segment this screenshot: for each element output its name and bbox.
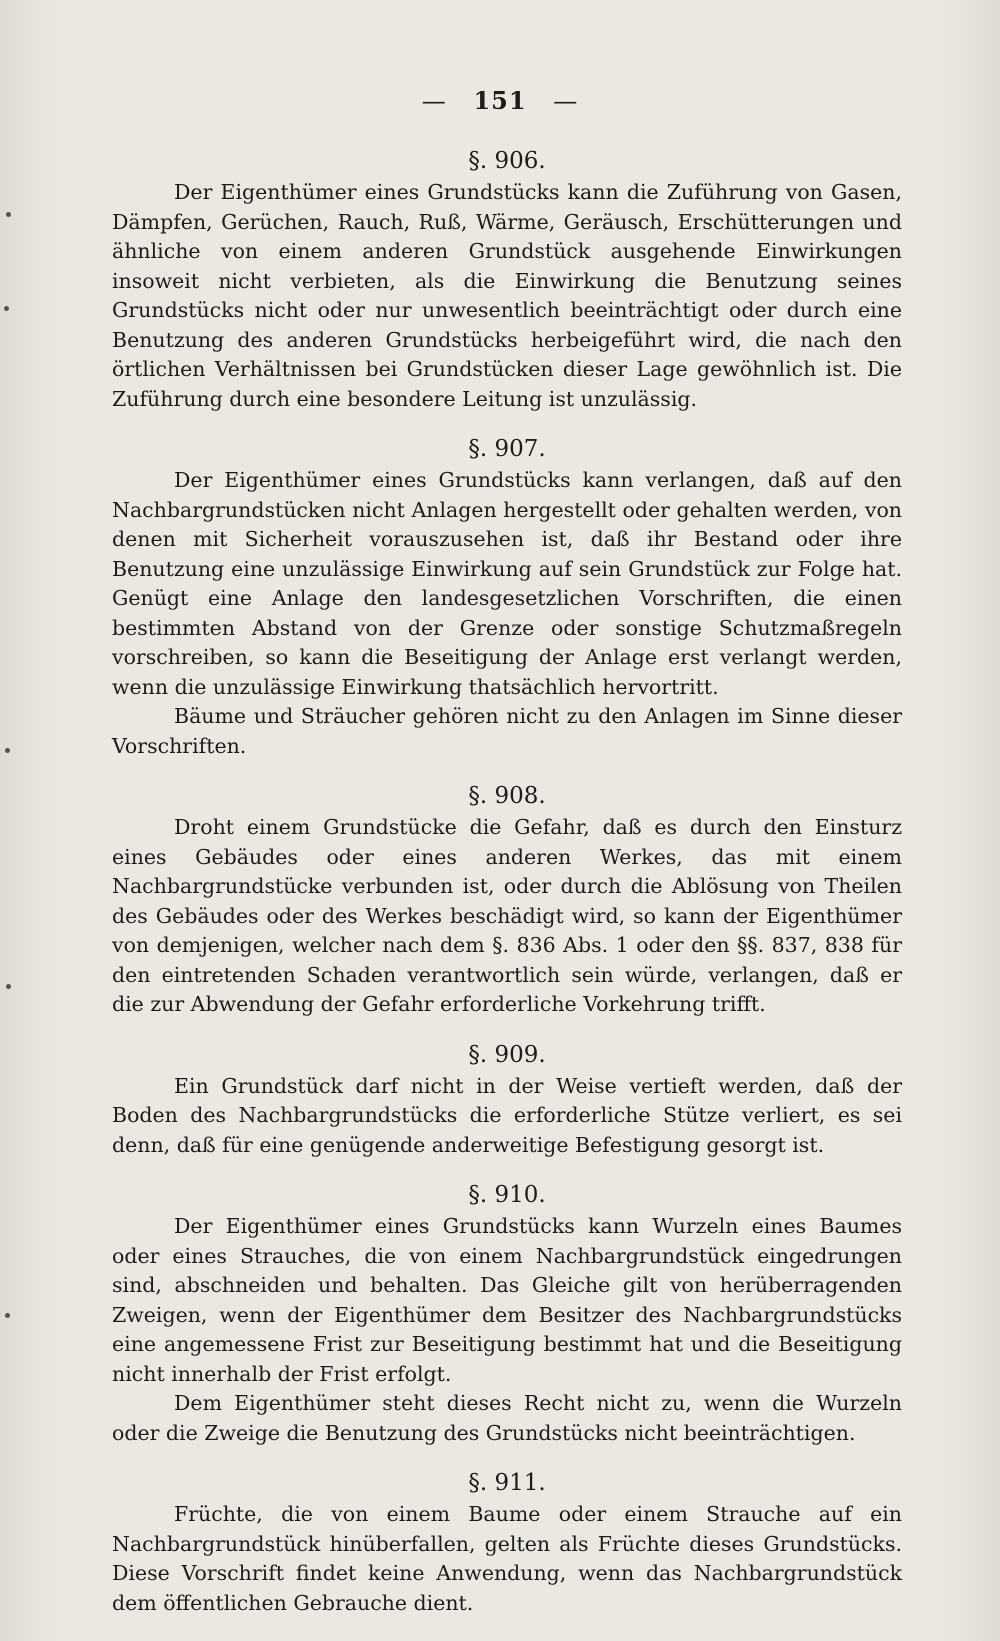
header-dash-right: — [553, 87, 579, 115]
section-paragraph: Droht einem Grundstücke die Gefahr, daß es durch den Einsturz eines Gebäudes oder eines anderen Werkes, das mit einem Nachbargrundstücke verbunden ist, oder durch die Ablösung von Theilen des Gebäudes oder des Werkes beschädigt wird, so kann der Eigenthümer von demjenigen, welcher nach dem §. 836 Abs. 1 oder den §§. 837, 838 für den eintretenden Schaden verantwortlich sein würde, verlangen, daß er die zur Abwendung der Gefahr erforderliche Vorkehrung trifft. [112, 815, 902, 1016]
section-908 [112, 781, 902, 1020]
section-paragraph: Ein Grundstück darf nicht in der Weise vertieft werden, daß der Boden des Nachbargrundstücks die erforderliche Stütze verliert, es sei denn, daß für eine genügende anderweitige Befestigung gesorgt ist. [112, 1073, 902, 1157]
paper-speck [6, 984, 11, 989]
section-paragraph: Der Eigenthümer eines Grundstücks kann verlangen, daß auf den Nachbargrundstücken nicht Anlagen hergestellt oder gehalten werden, von denen mit Sicherheit vorauszusehen ist, daß ihr Bestand oder ihre Benutzung eine unzulässige Einwirkung auf sein Grundstück zur Folge hat. Genügt eine Anlage den landesgesetzlichen Vorschriften, die einen bestimmten Abstand von der Grenze oder sonstige Schutzmaßregeln vorschreiben, so kann die Beseitigung der Anlage erst verlangt werden, wenn die unzulässige Einwirkung thatsächlich hervortritt. [112, 468, 902, 699]
section-paragraph: Bäume und Sträucher gehören nicht zu den Anlagen im Sinne dieser Vorschriften. [112, 704, 902, 758]
section-909 [112, 1040, 902, 1161]
header-dash-left: — [421, 87, 447, 115]
section-907 [112, 434, 902, 761]
section-910 [112, 1180, 902, 1448]
section-title: §. 909. [468, 1041, 546, 1068]
section-911 [112, 1468, 902, 1618]
section-paragraph: Der Eigenthümer eines Grundstücks kann Wurzeln eines Baumes oder eines Strauches, die von einem Nachbargrundstück eingedrungen sind, abschneiden und behalten. Das Gleiche gilt von herüberragenden Zweigen, wenn der Eigenthümer dem Besitzer des Nachbargrundstücks eine angemessene Frist zur Beseitigung bestimmt hat und die Beseitigung nicht innerhalb der Frist erfolgt. [112, 1214, 902, 1386]
section-paragraph: Früchte, die von einem Baume oder einem Strauche auf ein Nachbargrundstück hinüberfallen, gelten als Früchte dieses Grundstücks. Diese Vorschrift findet keine Anwendung, wenn das Nachbargrundstück dem öffentlichen Gebrauche dient. [112, 1502, 902, 1615]
section-paragraph: Der Eigenthümer eines Grundstücks kann die Zuführung von Gasen, Dämpfen, Gerüchen, Rauch, Ruß, Wärme, Geräusch, Erschütterungen und ähnliche von einem anderen Grundstück ausgehende Einwirkungen insoweit nicht verbieten, als die Einwirkung die Benutzung seines Grundstücks nicht oder nur unwesentlich beeinträchtigt oder durch eine Benutzung des anderen Grundstücks herbeigeführt wird, die nach den örtlichen Verhältnissen bei Grundstücken dieser Lage gewöhnlich ist. Die Zuführung durch eine besondere Leitung ist unzulässig. [112, 180, 902, 411]
section-title: §. 911. [468, 1470, 546, 1496]
page-number: 151 [473, 86, 527, 115]
paper-speck [5, 748, 10, 753]
page-body [112, 140, 902, 1638]
paper-speck [6, 212, 11, 217]
section-paragraph: Dem Eigenthümer steht dieses Recht nicht zu, wenn die Wurzeln oder die Zweige die Benutzung des Grundstücks nicht beeinträchtigen. [112, 1391, 902, 1445]
paper-speck [5, 1313, 10, 1318]
section-906 [112, 146, 902, 414]
section-title: §. 910. [468, 1182, 546, 1208]
paper-speck [4, 306, 9, 311]
section-title: §. 906. [468, 148, 546, 174]
section-title: §. 908. [468, 783, 546, 809]
page-header [0, 86, 1000, 115]
section-title: §. 907. [468, 436, 546, 462]
